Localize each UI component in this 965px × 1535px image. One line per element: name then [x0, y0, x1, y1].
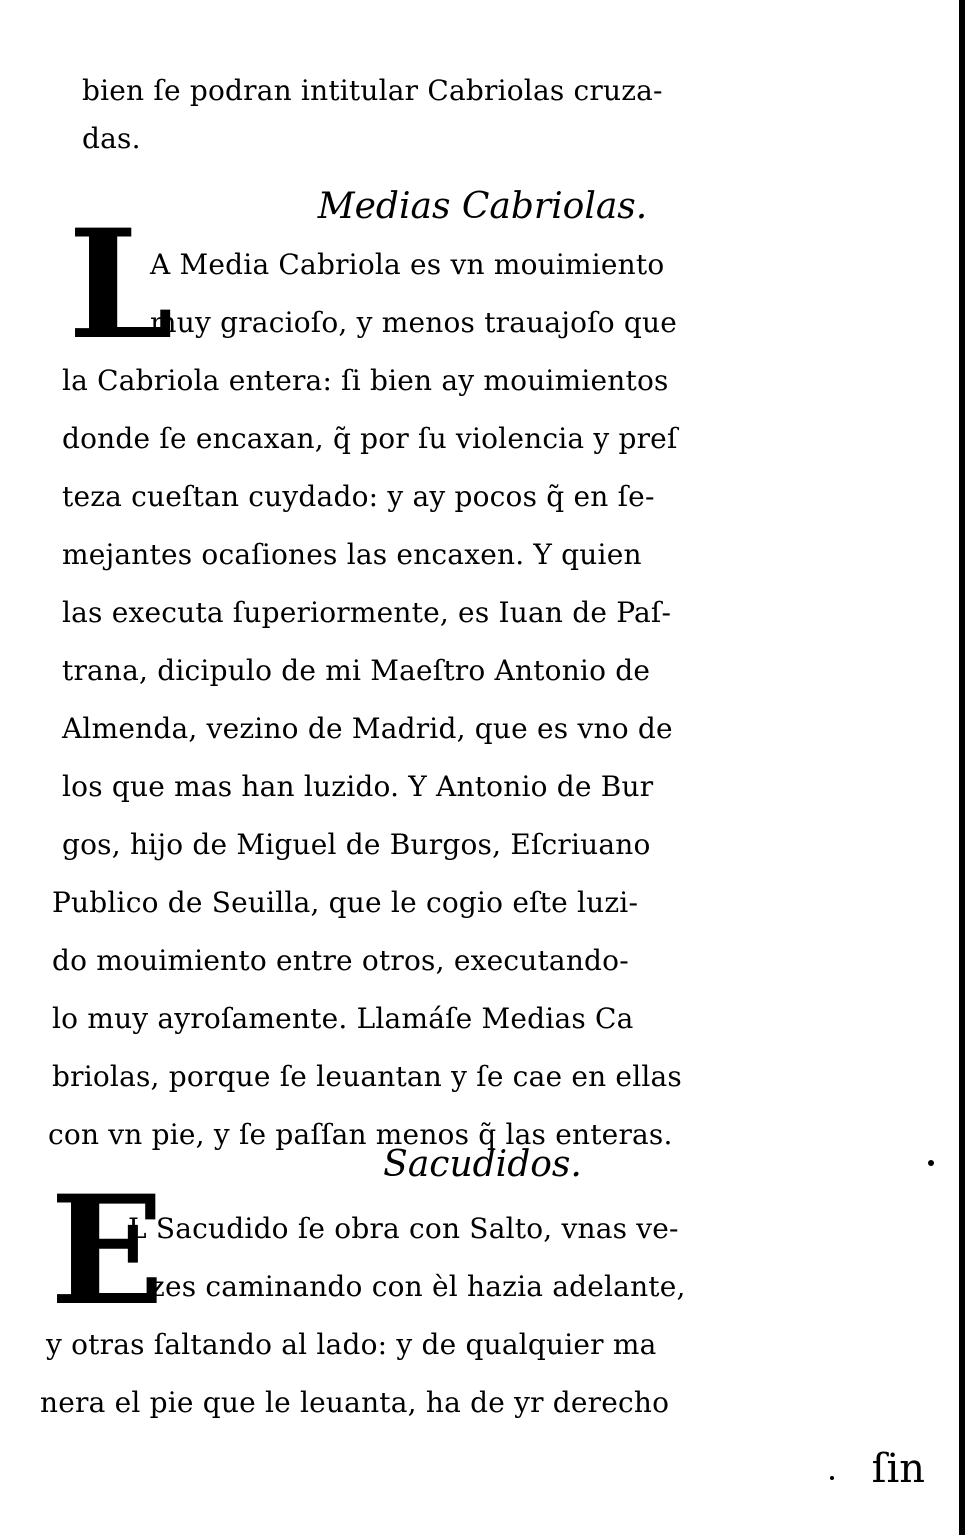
- ink-speck: [830, 1476, 834, 1480]
- text-line: briolas, porque ſe leuantan y ſe cae en ellas: [52, 1060, 682, 1093]
- text-line: do mouimiento entre otros, executando-: [52, 944, 629, 977]
- drop-cap-l: L: [68, 197, 174, 373]
- catchword: ſin: [871, 1446, 925, 1492]
- text-line: trana, dicipulo de mi Maeſtro Antonio de: [62, 654, 651, 687]
- text-line: nera el pie que le leuanta, ha de yr derecho: [40, 1386, 670, 1419]
- text-line: muy gracioſo, y menos trauajoſo que: [150, 306, 678, 339]
- text-line: Publico de Seuilla, que le cogio eſte luzi-: [52, 886, 639, 919]
- text-line: las executa ſuperiormente, es Iuan de Paſ-: [62, 596, 672, 629]
- text-line: con vn pie, y ſe paſſan menos q̃ las enteras.: [48, 1118, 673, 1151]
- drop-cap-e: E: [50, 1163, 165, 1339]
- ink-speck: [928, 1160, 934, 1166]
- section-heading-sacudidos: Sacudidos.: [383, 1144, 582, 1185]
- text-line: los que mas han luzido. Y Antonio de Bur: [62, 770, 654, 803]
- page-edge-shadow: [959, 0, 965, 1535]
- carryover-line-1: bien ſe podran intitular Cabriolas cruza-: [82, 74, 663, 107]
- text-line: gos, hijo de Miguel de Burgos, Eſcriuano: [62, 828, 651, 861]
- text-line: L Sacudido ſe obra con Salto, vnas ve-: [128, 1212, 679, 1245]
- text-line: mejantes ocaſiones las encaxen. Y quien: [62, 538, 642, 571]
- text-line: A Media Cabriola es vn mouimiento: [150, 248, 665, 281]
- text-line: Almenda, vezino de Madrid, que es vno de: [62, 712, 673, 745]
- text-line: lo muy ayroſamente. Llamáſe Medias Ca: [52, 1002, 634, 1035]
- text-line: donde ſe encaxan, q̃ por ſu violencia y preſ: [62, 422, 678, 455]
- text-line: zes caminando con èl hazia adelante,: [150, 1270, 686, 1303]
- text-line: la Cabriola entera: ſi bien ay mouimientos: [62, 364, 669, 397]
- section-heading-medias-cabriolas: Medias Cabriolas.: [317, 186, 648, 227]
- text-line: y otras ſaltando al lado: y de qualquier ma: [46, 1328, 657, 1361]
- carryover-line-2: das.: [82, 122, 141, 155]
- text-line: teza cueſtan cuydado: y ay pocos q̃ en ſe-: [62, 480, 655, 513]
